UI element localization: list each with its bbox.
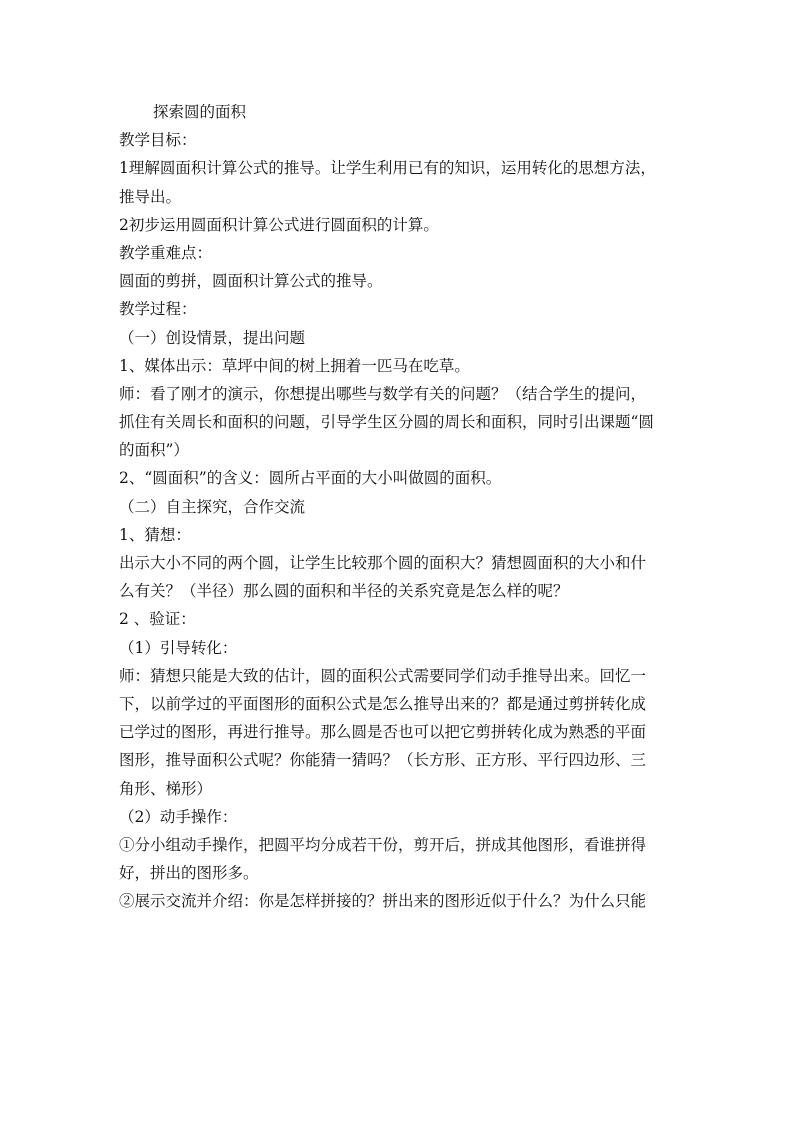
sub-heading: （2）动手操作：: [119, 807, 238, 826]
text-line: 的面积”）: [119, 441, 189, 460]
text-line: 出示大小不同的两个圆，让学生比较那个圆的面积大？猜想圆面积的大小和什: [119, 554, 647, 572]
text-line: 推导出。: [119, 187, 182, 206]
text-line: 1、猜想：: [119, 525, 191, 544]
text-line: 好，拼出的图形多。: [119, 864, 259, 883]
text-line: 教学目标：: [119, 131, 197, 150]
section-heading: （二）自主探究，合作交流: [119, 497, 306, 516]
text-line: 2初步运用圆面积计算公式进行圆面积的计算。: [119, 215, 439, 234]
text-line: 下，以前学过的平面图形的面积公式是怎么推导出来的？都是通过剪拼转化成: [119, 694, 647, 713]
text-line: 师：猜想只能是大致的估计，圆的面积公式需要同学们动手推导出来。回忆一: [119, 666, 647, 685]
document-title: 探索圆的面积: [153, 103, 247, 121]
text-line: 角形、梯形）: [119, 779, 213, 798]
text-line: ①分小组动手操作，把圆平均分成若干份，剪开后，拼成其他图形，看谁拼得: [119, 835, 647, 854]
text-line: 圆面的剪拼，圆面积计算公式的推导。: [119, 272, 383, 291]
text-line: 图形，推导面积公式呢？你能猜一猜吗？（长方形、正方形、平行四边形、三: [119, 751, 647, 770]
document-body: [119, 98, 679, 915]
text-line: 师：看了刚才的演示，你想提出哪些与数学有关的问题？（结合学生的提问，: [119, 384, 647, 403]
text-line: ②展示交流并介绍：你是怎样拼接的？拼出来的图形近似于什么？为什么只能: [119, 892, 647, 911]
text-line: 1理解圆面积计算公式的推导。让学生利用已有的知识，运用转化的思想方法，: [119, 159, 656, 178]
text-line: 么有关？（半径）那么圆的面积和半径的关系究竟是怎么样的呢？: [119, 582, 569, 601]
text-line: 教学重难点：: [119, 243, 213, 262]
text-line: 已学过的图形，再进行推导。那么圆是否也可以把它剪拼转化成为熟悉的平面: [119, 723, 647, 742]
text-line: 2、“圆面积”的含义：圆所占平面的大小叫做圆的面积。: [119, 469, 502, 488]
text-line: 抓住有关周长和面积的问题，引导学生区分圆的周长和面积，同时引出课题“圆: [119, 413, 654, 432]
text-line: 2 、验证：: [119, 610, 196, 629]
text-line: 教学过程：: [119, 300, 197, 319]
sub-heading: （1）引导转化：: [119, 638, 238, 657]
text-line: 1、媒体出示：草坪中间的树上拥着一匹马在吃草。: [119, 356, 470, 375]
section-heading: （一）创设情景，提出问题: [119, 328, 306, 347]
